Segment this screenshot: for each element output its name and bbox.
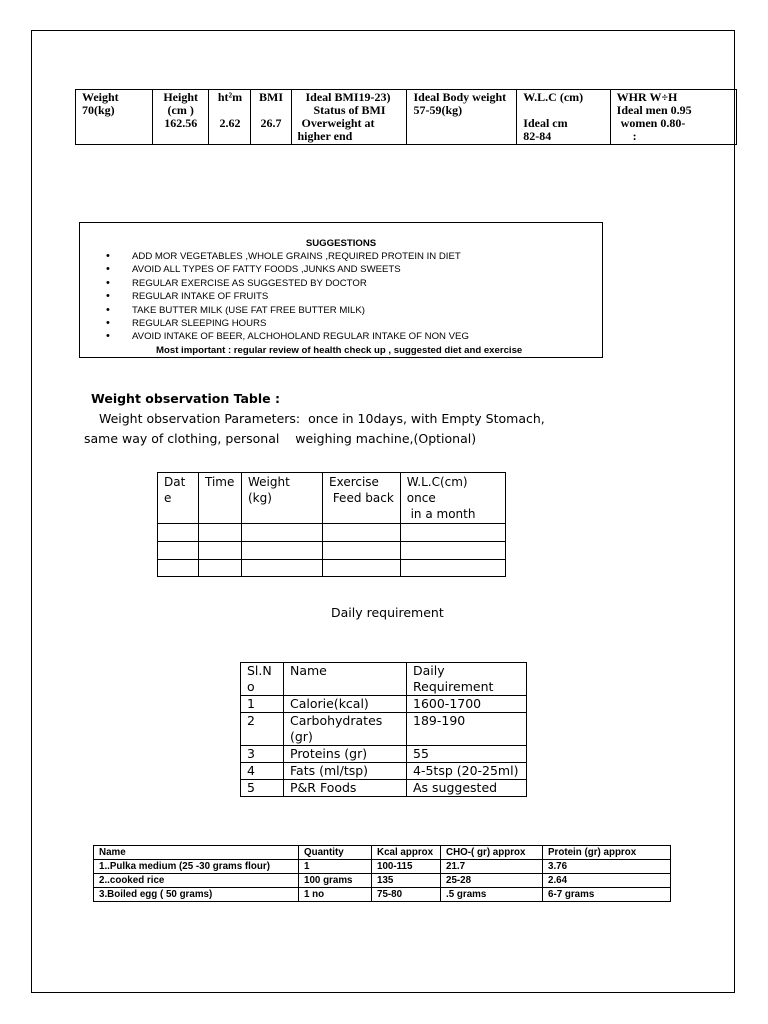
wlc-cell: W.L.C (cm) Ideal cm 82-84 <box>517 90 610 145</box>
ideal-bmi-cell: Ideal BMI19-23) Status of BMI Overweight at higher end <box>291 90 407 145</box>
weight-cell: Weight 70(kg) <box>76 90 153 145</box>
observation-lead: Weight observation Table : <box>91 391 280 406</box>
table-header-row <box>241 663 527 696</box>
column-header: CHO-( gr) approx <box>441 846 543 860</box>
table-row <box>158 560 506 577</box>
column-header: W.L.C(cm) once in a month <box>400 473 505 524</box>
weight-observation-table <box>157 472 506 577</box>
suggestions-list <box>106 250 469 344</box>
table-header-row <box>158 473 506 524</box>
list-item: • REGULAR EXERCISE AS SUGGESTED BY DOCTOR <box>106 277 469 290</box>
suggestions-box <box>79 222 603 358</box>
list-item: • REGULAR SLEEPING HOURS <box>106 317 469 330</box>
list-item: • AVOID ALL TYPES OF FATTY FOODS ,JUNKS AND SWEETS <box>106 263 469 276</box>
column-header: Quantity <box>299 846 372 860</box>
table-row <box>158 524 506 542</box>
measurement-table <box>75 89 737 145</box>
column-header: Dat e <box>158 473 199 524</box>
bmi-cell: BMI 26.7 <box>251 90 291 145</box>
table-row: 4 Fats (ml/tsp) 4-5tsp (20-25ml) <box>241 763 527 780</box>
column-header: Name <box>94 846 299 860</box>
column-header: Time <box>199 473 242 524</box>
whr-cell: WHR W÷H Ideal men 0.95 women 0.80- : <box>610 90 736 145</box>
daily-requirement-heading: Daily requirement <box>331 605 444 620</box>
observation-paragraph <box>84 389 684 449</box>
suggestions-title: SUGGESTIONS <box>305 238 377 249</box>
table-row: 1..Pulka medium (25 -30 grams flour) 1 100-115 21.7 3.76 <box>94 860 671 874</box>
column-header: Name <box>284 663 407 696</box>
observation-text-1: Weight observation Parameters: once in 10days, with Empty Stomach, <box>91 411 545 426</box>
table-row: 2 Carbohydrates (gr) 189-190 <box>241 713 527 746</box>
table-row <box>158 542 506 560</box>
column-header: Weight (kg) <box>242 473 323 524</box>
table-row: 5 P&R Foods As suggested <box>241 780 527 797</box>
column-header: Sl.N o <box>241 663 284 696</box>
table-row: 1 Calorie(kcal) 1600-1700 <box>241 696 527 713</box>
column-header: Kcal approx <box>372 846 441 860</box>
list-item: • ADD MOR VEGETABLES ,WHOLE GRAINS ,REQUIRED PROTEIN IN DIET <box>106 250 469 263</box>
column-header: Daily Requirement <box>407 663 527 696</box>
column-header: Exercise Feed back <box>323 473 401 524</box>
food-table <box>93 845 671 902</box>
table-row <box>76 90 737 145</box>
table-row: 3.Boiled egg ( 50 grams) 1 no 75-80 .5 grams 6-7 grams <box>94 888 671 902</box>
ht2m-cell: ht²m 2.62 <box>209 90 251 145</box>
list-item: • REGULAR INTAKE OF FRUITS <box>106 290 469 303</box>
daily-requirement-table <box>240 662 527 797</box>
table-row: 3 Proteins (gr) 55 <box>241 746 527 763</box>
column-header: Protein (gr) approx <box>543 846 671 860</box>
table-row: 2..cooked rice 100 grams 135 25-28 2.64 <box>94 874 671 888</box>
table-header-row <box>94 846 671 860</box>
important-note: Most important : regular review of health check up , suggested diet and exercise <box>156 345 523 356</box>
ideal-body-weight-cell: Ideal Body weight 57-59(kg) <box>407 90 517 145</box>
height-cell: Height (cm ) 162.56 <box>152 90 208 145</box>
observation-text-2: same way of clothing, personal weighing machine,(Optional) <box>84 431 477 446</box>
list-item: • AVOID INTAKE OF BEER, ALCHOHOLAND REGULAR INTAKE OF NON VEG <box>106 330 469 343</box>
list-item: • TAKE BUTTER MILK (USE FAT FREE BUTTER MILK) <box>106 304 469 317</box>
